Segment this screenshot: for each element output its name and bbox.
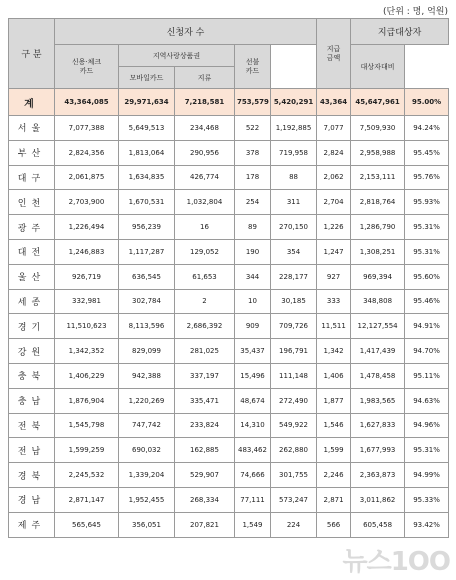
row-mobile: 2: [175, 289, 235, 314]
total-pct: 95.00%: [405, 89, 449, 116]
row-region: 강원: [9, 339, 55, 364]
table-body: [9, 89, 449, 538]
row-pct: 94.24%: [405, 116, 449, 141]
total-amount: 43,364: [317, 89, 351, 116]
total-credit: 29,971,634: [119, 89, 175, 116]
row-applicants: 2,703,900: [55, 190, 119, 215]
row-region: 울산: [9, 264, 55, 289]
row-applicants: 2,871,147: [55, 487, 119, 512]
header-vs-recipients: 대상자대비: [351, 45, 405, 89]
row-mobile: 290,956: [175, 140, 235, 165]
row-amount: 1,599: [317, 438, 351, 463]
table-row: [9, 314, 449, 339]
row-paper: 378: [235, 140, 271, 165]
row-mobile: 268,334: [175, 487, 235, 512]
row-paper: 35,437: [235, 339, 271, 364]
row-amount: 2,824: [317, 140, 351, 165]
row-recipients: 348,808: [351, 289, 405, 314]
table-row: [9, 463, 449, 488]
row-paper: 344: [235, 264, 271, 289]
row-amount: 7,077: [317, 116, 351, 141]
row-mobile: 234,468: [175, 116, 235, 141]
total-region: 계: [9, 89, 55, 116]
row-region: 인천: [9, 190, 55, 215]
row-applicants: 565,645: [55, 512, 119, 537]
row-region: 충남: [9, 388, 55, 413]
row-mobile: 61,653: [175, 264, 235, 289]
news1-watermark: 뉴스1OO: [342, 547, 450, 577]
table-row: [9, 215, 449, 240]
row-mobile: 2,686,392: [175, 314, 235, 339]
row-amount: 2,062: [317, 165, 351, 190]
row-amount: 927: [317, 264, 351, 289]
row-mobile: 16: [175, 215, 235, 240]
row-prepaid: 354: [271, 239, 317, 264]
header-credit-check-label: 신용·체크 카드: [71, 57, 102, 75]
row-paper: 48,674: [235, 388, 271, 413]
table-row: [9, 264, 449, 289]
row-mobile: 281,025: [175, 339, 235, 364]
row-recipients: 2,818,764: [351, 190, 405, 215]
row-mobile: 233,824: [175, 413, 235, 438]
row-prepaid: 196,791: [271, 339, 317, 364]
row-prepaid: 1,192,885: [271, 116, 317, 141]
row-applicants: 1,342,352: [55, 339, 119, 364]
row-recipients: 1,286,790: [351, 215, 405, 240]
row-recipients: 2,958,988: [351, 140, 405, 165]
row-pct: 94.99%: [405, 463, 449, 488]
row-paper: 178: [235, 165, 271, 190]
row-pct: 95.46%: [405, 289, 449, 314]
row-recipients: 1,308,251: [351, 239, 405, 264]
row-applicants: 1,246,883: [55, 239, 119, 264]
header-local-voucher: 지역사랑상품권: [119, 45, 235, 67]
row-credit: 1,220,269: [119, 388, 175, 413]
row-paper: 10: [235, 289, 271, 314]
row-amount: 2,704: [317, 190, 351, 215]
row-credit: 5,649,513: [119, 116, 175, 141]
row-credit: 1,952,455: [119, 487, 175, 512]
header-recipients-blank: [271, 45, 317, 89]
total-mobile: 7,218,581: [175, 89, 235, 116]
row-mobile: 426,774: [175, 165, 235, 190]
row-prepaid: 719,958: [271, 140, 317, 165]
table-row: [9, 289, 449, 314]
row-pct: 95.33%: [405, 487, 449, 512]
row-pct: 94.91%: [405, 314, 449, 339]
total-paper: 753,579: [235, 89, 271, 116]
row-applicants: 2,245,532: [55, 463, 119, 488]
total-prepaid: 5,420,291: [271, 89, 317, 116]
total-applicants: 43,364,085: [55, 89, 119, 116]
row-credit: 356,051: [119, 512, 175, 537]
header-prepaid-label: 선불 카드: [245, 57, 260, 75]
table-row: [9, 190, 449, 215]
row-pct: 95.45%: [405, 140, 449, 165]
row-amount: 1,226: [317, 215, 351, 240]
row-applicants: 7,077,388: [55, 116, 119, 141]
row-mobile: 129,052: [175, 239, 235, 264]
row-prepaid: 272,490: [271, 388, 317, 413]
row-recipients: 1,417,439: [351, 339, 405, 364]
row-credit: 690,032: [119, 438, 175, 463]
row-credit: 1,813,064: [119, 140, 175, 165]
row-prepaid: 30,185: [271, 289, 317, 314]
row-recipients: 3,011,862: [351, 487, 405, 512]
row-credit: 956,239: [119, 215, 175, 240]
row-prepaid: 709,726: [271, 314, 317, 339]
row-paper: 909: [235, 314, 271, 339]
row-credit: 1,117,287: [119, 239, 175, 264]
table-row: [9, 512, 449, 537]
row-prepaid: 270,150: [271, 215, 317, 240]
row-amount: 1,247: [317, 239, 351, 264]
table-row: [9, 239, 449, 264]
row-applicants: 2,824,356: [55, 140, 119, 165]
row-paper: 1,549: [235, 512, 271, 537]
applicants-table: [8, 18, 449, 538]
row-paper: 522: [235, 116, 271, 141]
row-region: 서울: [9, 116, 55, 141]
table-row: [9, 388, 449, 413]
row-pct: 95.31%: [405, 215, 449, 240]
row-credit: 829,099: [119, 339, 175, 364]
row-applicants: 11,510,623: [55, 314, 119, 339]
header-paid-amount-label: 지급 금액: [326, 44, 341, 62]
row-recipients: 1,627,833: [351, 413, 405, 438]
row-paper: 15,496: [235, 363, 271, 388]
row-prepaid: 301,755: [271, 463, 317, 488]
row-applicants: 926,719: [55, 264, 119, 289]
row-amount: 1,546: [317, 413, 351, 438]
row-pct: 95.31%: [405, 239, 449, 264]
row-recipients: 1,983,565: [351, 388, 405, 413]
row-credit: 8,113,596: [119, 314, 175, 339]
row-paper: 89: [235, 215, 271, 240]
row-applicants: 1,226,494: [55, 215, 119, 240]
table-row: [9, 140, 449, 165]
row-applicants: 1,545,798: [55, 413, 119, 438]
unit-label: (단위 : 명, 억원): [383, 7, 448, 17]
row-mobile: 1,032,804: [175, 190, 235, 215]
header-paper: 지류: [175, 67, 235, 89]
row-prepaid: 311: [271, 190, 317, 215]
row-mobile: 529,907: [175, 463, 235, 488]
row-credit: 302,784: [119, 289, 175, 314]
row-pct: 95.76%: [405, 165, 449, 190]
row-pct: 94.63%: [405, 388, 449, 413]
row-applicants: 1,876,904: [55, 388, 119, 413]
row-mobile: 337,197: [175, 363, 235, 388]
row-credit: 636,545: [119, 264, 175, 289]
row-paper: 77,111: [235, 487, 271, 512]
row-region: 전남: [9, 438, 55, 463]
row-pct: 95.11%: [405, 363, 449, 388]
header-mobile-card: 모바일카드: [119, 67, 175, 89]
row-amount: 566: [317, 512, 351, 537]
row-recipients: 12,127,554: [351, 314, 405, 339]
row-recipients: 2,363,873: [351, 463, 405, 488]
row-paper: 483,462: [235, 438, 271, 463]
row-applicants: 1,406,229: [55, 363, 119, 388]
row-prepaid: 111,148: [271, 363, 317, 388]
row-prepaid: 262,880: [271, 438, 317, 463]
row-pct: 94.70%: [405, 339, 449, 364]
row-recipients: 605,458: [351, 512, 405, 537]
row-amount: 11,511: [317, 314, 351, 339]
table-row: [9, 363, 449, 388]
table-row: [9, 339, 449, 364]
row-prepaid: 549,922: [271, 413, 317, 438]
row-paper: 14,310: [235, 413, 271, 438]
row-mobile: 335,471: [175, 388, 235, 413]
row-region: 경기: [9, 314, 55, 339]
row-amount: 1,877: [317, 388, 351, 413]
row-mobile: 162,885: [175, 438, 235, 463]
row-region: 광주: [9, 215, 55, 240]
row-credit: 1,339,204: [119, 463, 175, 488]
header-applicants: 신청자 수: [55, 19, 317, 45]
row-prepaid: 573,247: [271, 487, 317, 512]
row-paper: 190: [235, 239, 271, 264]
row-pct: 95.93%: [405, 190, 449, 215]
row-mobile: 207,821: [175, 512, 235, 537]
row-recipients: 969,394: [351, 264, 405, 289]
table-row: [9, 165, 449, 190]
row-applicants: 2,061,875: [55, 165, 119, 190]
row-region: 충북: [9, 363, 55, 388]
header-recipients-group: 지급대상자: [351, 19, 449, 45]
row-amount: 1,342: [317, 339, 351, 364]
row-region: 경남: [9, 487, 55, 512]
row-pct: 95.31%: [405, 438, 449, 463]
table-row: [9, 438, 449, 463]
row-credit: 1,634,835: [119, 165, 175, 190]
row-pct: 93.42%: [405, 512, 449, 537]
row-applicants: 1,599,259: [55, 438, 119, 463]
header-prepaid: [235, 45, 271, 89]
row-paper: 254: [235, 190, 271, 215]
row-recipients: 1,478,458: [351, 363, 405, 388]
row-pct: 95.60%: [405, 264, 449, 289]
row-amount: 333: [317, 289, 351, 314]
row-region: 제주: [9, 512, 55, 537]
row-region: 경북: [9, 463, 55, 488]
row-amount: 1,406: [317, 363, 351, 388]
row-paper: 74,666: [235, 463, 271, 488]
header-paid-amount: [317, 19, 351, 89]
row-recipients: 1,677,993: [351, 438, 405, 463]
row-amount: 2,246: [317, 463, 351, 488]
table-row: [9, 413, 449, 438]
row-prepaid: 88: [271, 165, 317, 190]
row-region: 대전: [9, 239, 55, 264]
row-region: 부산: [9, 140, 55, 165]
row-credit: 1,670,531: [119, 190, 175, 215]
table-row: [9, 116, 449, 141]
header-division: 구 분: [9, 19, 55, 89]
total-row: [9, 89, 449, 116]
table-row: [9, 487, 449, 512]
row-recipients: 7,509,930: [351, 116, 405, 141]
header-credit-check: [55, 45, 119, 89]
row-applicants: 332,981: [55, 289, 119, 314]
row-prepaid: 224: [271, 512, 317, 537]
row-region: 세종: [9, 289, 55, 314]
row-credit: 747,742: [119, 413, 175, 438]
total-recipients: 45,647,961: [351, 89, 405, 116]
row-pct: 94.96%: [405, 413, 449, 438]
row-region: 전북: [9, 413, 55, 438]
row-prepaid: 228,177: [271, 264, 317, 289]
row-region: 대구: [9, 165, 55, 190]
row-amount: 2,871: [317, 487, 351, 512]
row-recipients: 2,153,111: [351, 165, 405, 190]
row-credit: 942,388: [119, 363, 175, 388]
